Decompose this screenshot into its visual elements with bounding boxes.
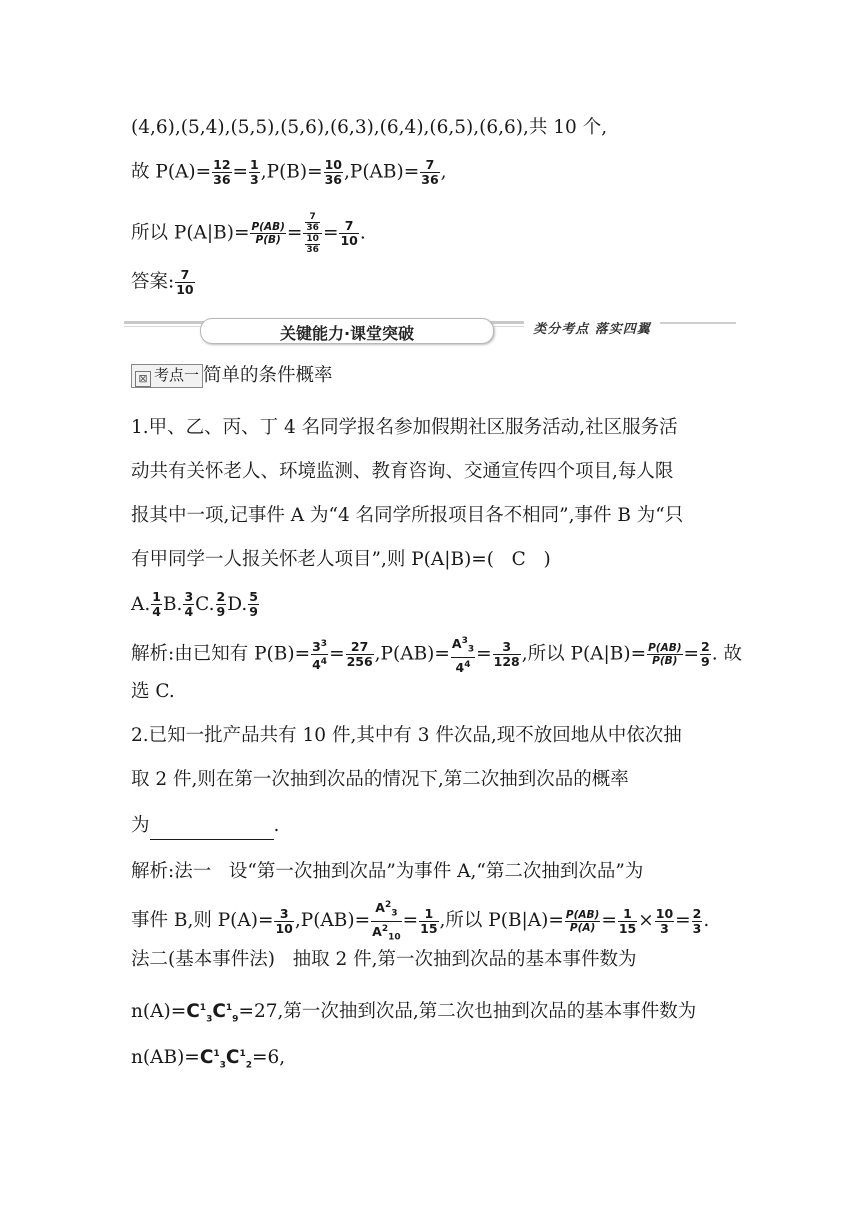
text: 所以 P(A|B)= bbox=[131, 222, 250, 244]
answer-blank bbox=[150, 819, 274, 840]
fraction: $\frac{1}{15}$ bbox=[618, 905, 637, 936]
banner-title: 关键能力·课堂突破 bbox=[279, 324, 415, 343]
fraction: $\frac{P(AB)}{P(B)}$ bbox=[648, 641, 682, 667]
answer-fraction: $\frac{7}{10}$ bbox=[176, 267, 194, 297]
q2-line-3: 为 . bbox=[131, 812, 741, 840]
tag-icon: ⊠ bbox=[135, 371, 151, 387]
section-heading bbox=[131, 362, 741, 390]
combination: $C^1_3C^1_2$ bbox=[199, 1047, 253, 1071]
q2-line-2: 取 2 件,则在第一次抽到次品的情况下,第二次抽到次品的概率 bbox=[131, 769, 629, 790]
q1-options bbox=[131, 590, 741, 619]
q1-solution-line-1: 解析:由已知有 P(B)= $\frac{3^3}{4^4}$ = $\frac{27}{256}$ ,P(AB)= $\frac{A^3_3}{4^4}$ = $\frac{3}{128}$ ,所以 P(A|B)= $\frac{P(AB)}{P(B)}$ = $\frac{2}{9}$ . 故 bbox=[131, 636, 742, 675]
q1-solution-line-2: 选 C. bbox=[131, 681, 175, 702]
fraction: $\frac{2}{9}$ bbox=[701, 638, 710, 669]
fraction: $\frac{A^2_3}{A^2_{10}}$ bbox=[372, 900, 401, 943]
option-c: C. $\frac{2}{9}$ bbox=[195, 589, 226, 619]
section-banner bbox=[124, 318, 736, 342]
fraction: $\frac{3}{10}$ bbox=[275, 905, 293, 936]
text: 故 P(A)= bbox=[131, 161, 212, 183]
option-b: B. $\frac{3}{4}$ bbox=[162, 589, 194, 619]
intro-line-2: 故 P(A)= $\frac{12}{36}$ = $\frac{1}{3}$ ,P(B)= $\frac{10}{36}$ ,P(AB)= $\frac{7}{36}$ , bbox=[131, 157, 447, 187]
fraction: $\frac{10}{36}$ bbox=[324, 157, 343, 187]
text: (4,6),(5,4),(5,5),(5,6),(6,3),(6,4),(6,5),(6,6),共 10 个, bbox=[131, 117, 608, 138]
fraction: $\frac{2}{3}$ bbox=[692, 905, 702, 936]
fraction: $\frac{10}{3}$ bbox=[655, 905, 674, 936]
compound-fraction: $\frac{\frac{7}{36}}{\frac{10}{36}}$ bbox=[303, 212, 322, 255]
fraction: $\frac{3^3}{4^4}$ bbox=[312, 638, 328, 673]
answer-label: 答案: bbox=[131, 271, 175, 293]
section-title: 简单的条件概率 bbox=[203, 365, 333, 386]
fraction: $\frac{27}{256}$ bbox=[346, 638, 373, 669]
fraction: $\frac{1}{15}$ bbox=[420, 905, 438, 936]
fraction: $\frac{A^3_3}{4^4}$ bbox=[451, 636, 475, 675]
fraction: $\frac{3}{128}$ bbox=[493, 638, 520, 669]
fraction: $\frac{P(AB)}{P(B)}$ bbox=[251, 221, 285, 246]
intro-line-3: 所以 P(A|B)= $\frac{P(AB)}{P(B)}$ = $\frac{\frac{7}{36}}{\frac{10}{36}}$ = $\frac{7}{10}$ . bbox=[131, 212, 366, 255]
q2-solution-line-5: $n(AB)=C^1_3C^1_2=6$, bbox=[131, 1047, 286, 1071]
combination: $C^1_3C^1_9$ bbox=[186, 1001, 239, 1025]
section-tag: ⊠ 考点一 bbox=[131, 364, 203, 388]
q2-solution-line-4: $n(A)=C^1_3C^1_9=27$,第一次抽到次品,第二次也抽到次品的基本事件数为 bbox=[131, 1001, 697, 1025]
banner-title-tab bbox=[200, 318, 494, 344]
intro-line-1 bbox=[131, 114, 741, 142]
q2-solution-line-1: 解析:法一 设“第一次抽到次品”为事件 A,“第二次抽到次品”为 bbox=[131, 861, 644, 882]
fraction: $\frac{12}{36}$ bbox=[213, 157, 231, 187]
fraction: $\frac{P(AB)}{P(A)}$ bbox=[565, 908, 600, 934]
option-a: A. $\frac{1}{4}$ bbox=[131, 589, 161, 619]
q1-line-4: 有甲同学一人报关怀老人项目”,则 P(A|B)=( C ) bbox=[131, 549, 551, 570]
q2-solution-line-2: 事件 B,则 P(A)= $\frac{3}{10}$ ,P(AB)= $\frac{A^2_3}{A^2_{10}}$ = $\frac{1}{15}$ ,所以 P(B|A)= $\frac{P(AB)}{P(A)}$ = $\frac{1}{15}$ × $\frac{10}{3}$ = $\frac{2}{3}$ . bbox=[131, 900, 710, 943]
q2-solution-line-3: 法二(基本事件法) 抽取 2 件,第一次抽到次品的基本事件数为 bbox=[131, 949, 637, 970]
fraction: $\frac{7}{10}$ bbox=[340, 218, 358, 248]
fraction: $\frac{1}{3}$ bbox=[250, 157, 259, 187]
banner-motto: 类分考点 落实四翼 bbox=[524, 318, 660, 337]
q1-line-2: 动共有关怀老人、环境监测、教育咨询、交通宣传四个项目,每人限 bbox=[131, 461, 674, 482]
answer-line bbox=[131, 268, 741, 297]
q2-line-1: 2.已知一批产品共有 10 件,其中有 3 件次品,现不放回地从中依次抽 bbox=[131, 725, 682, 746]
option-d: D. $\frac{5}{9}$ bbox=[227, 589, 258, 619]
fraction: $\frac{7}{36}$ bbox=[421, 157, 439, 187]
q1-line-1: 1.甲、乙、丙、丁 4 名同学报名参加假期社区服务活动,社区服务活 bbox=[131, 417, 678, 438]
q1-line-3: 报其中一项,记事件 A 为“4 名同学所报项目各不相同”,事件 B 为“只 bbox=[131, 505, 684, 526]
